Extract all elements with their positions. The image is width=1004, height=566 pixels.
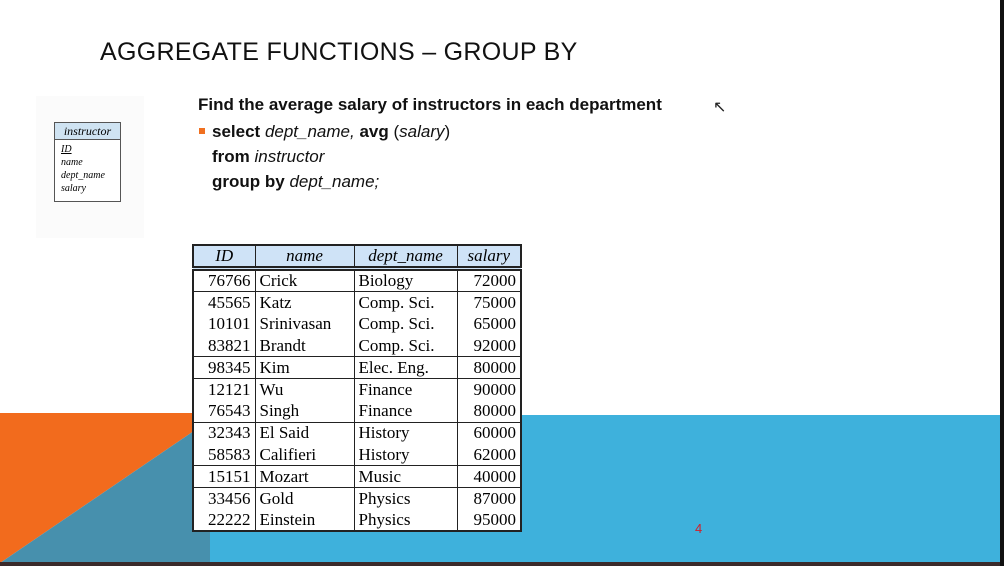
mouse-cursor-icon: ↖ [713, 99, 727, 116]
cell-sal: 90000 [457, 379, 521, 401]
query-line-from [212, 147, 324, 167]
cell-sal: 80000 [457, 357, 521, 379]
schema-attr: salary [61, 183, 86, 194]
cell-id: 76766 [193, 269, 255, 292]
schema-name: instructor [55, 123, 120, 140]
identifier: salary [399, 122, 445, 141]
table-row [193, 292, 521, 314]
paren: ) [444, 122, 451, 141]
slide-title: AGGREGATE FUNCTIONS – GROUP BY [100, 38, 578, 66]
cell-dept: History [354, 422, 457, 444]
cell-name: Srinivasan [255, 313, 354, 335]
cell-sal: 72000 [457, 269, 521, 292]
col-header: name [255, 245, 354, 269]
col-header: dept_name [354, 245, 457, 269]
cell-sal: 80000 [457, 400, 521, 422]
identifier: dept_name; [289, 172, 380, 191]
keyword: select [212, 122, 261, 141]
cell-name: Singh [255, 400, 354, 422]
cell-dept: Comp. Sci. [354, 335, 457, 357]
instructor-table [192, 244, 522, 532]
cell-id: 98345 [193, 357, 255, 379]
cell-sal: 65000 [457, 313, 521, 335]
cell-dept: Physics [354, 509, 457, 531]
cell-id: 58583 [193, 444, 255, 466]
cell-id: 33456 [193, 488, 255, 510]
schema-diagram [54, 122, 121, 202]
keyword: group by [212, 172, 285, 191]
table-row [193, 269, 521, 292]
schema-attr: name [61, 157, 83, 168]
cell-dept: Elec. Eng. [354, 357, 457, 379]
schema-attr: dept_name [61, 170, 105, 181]
cell-id: 10101 [193, 313, 255, 335]
table-row [193, 400, 521, 422]
cell-name: Califieri [255, 444, 354, 466]
cell-dept: Comp. Sci. [354, 313, 457, 335]
window-edge [1000, 0, 1004, 566]
cell-sal: 92000 [457, 335, 521, 357]
cell-sal: 62000 [457, 444, 521, 466]
table-row [193, 379, 521, 401]
cell-sal: 95000 [457, 509, 521, 531]
cell-dept: History [354, 444, 457, 466]
cell-sal: 60000 [457, 422, 521, 444]
page-number: 4 [695, 521, 703, 536]
cell-sal: 40000 [457, 466, 521, 488]
cell-name: Einstein [255, 509, 354, 531]
cell-name: El Said [255, 422, 354, 444]
cell-id: 22222 [193, 509, 255, 531]
cell-id: 76543 [193, 400, 255, 422]
cell-id: 15151 [193, 466, 255, 488]
table-row [193, 466, 521, 488]
cell-name: Brandt [255, 335, 354, 357]
schema-attr: ID [61, 144, 72, 155]
cell-id: 83821 [193, 335, 255, 357]
cell-dept: Physics [354, 488, 457, 510]
col-header: salary [457, 245, 521, 269]
cell-name: Kim [255, 357, 354, 379]
cell-name: Crick [255, 269, 354, 292]
col-header: ID [193, 245, 255, 269]
keyword: avg [359, 122, 389, 141]
table-row [193, 313, 521, 335]
keyword: from [212, 147, 250, 166]
table-row [193, 488, 521, 510]
cell-dept: Finance [354, 400, 457, 422]
table-row [193, 444, 521, 466]
question-text [198, 95, 662, 115]
cell-dept: Biology [354, 269, 457, 292]
cell-id: 12121 [193, 379, 255, 401]
bottom-edge [0, 562, 1004, 566]
cell-dept: Comp. Sci. [354, 292, 457, 314]
cell-name: Gold [255, 488, 354, 510]
identifier: instructor [254, 147, 325, 166]
cell-id: 32343 [193, 422, 255, 444]
identifier: dept_name, [264, 122, 355, 141]
cell-name: Katz [255, 292, 354, 314]
cell-dept: Music [354, 466, 457, 488]
cell-sal: 75000 [457, 292, 521, 314]
cell-name: Wu [255, 379, 354, 401]
table-row [193, 335, 521, 357]
table-row [193, 509, 521, 531]
cell-dept: Finance [354, 379, 457, 401]
cell-id: 45565 [193, 292, 255, 314]
table-row [193, 357, 521, 379]
query-line-select [212, 122, 450, 142]
paren: ( [393, 122, 400, 141]
query-line-group [212, 172, 379, 192]
bullet-icon [199, 128, 205, 134]
cell-sal: 87000 [457, 488, 521, 510]
question: Find the average salary of instructors in each department [198, 95, 662, 114]
table-row [193, 422, 521, 444]
cell-name: Mozart [255, 466, 354, 488]
